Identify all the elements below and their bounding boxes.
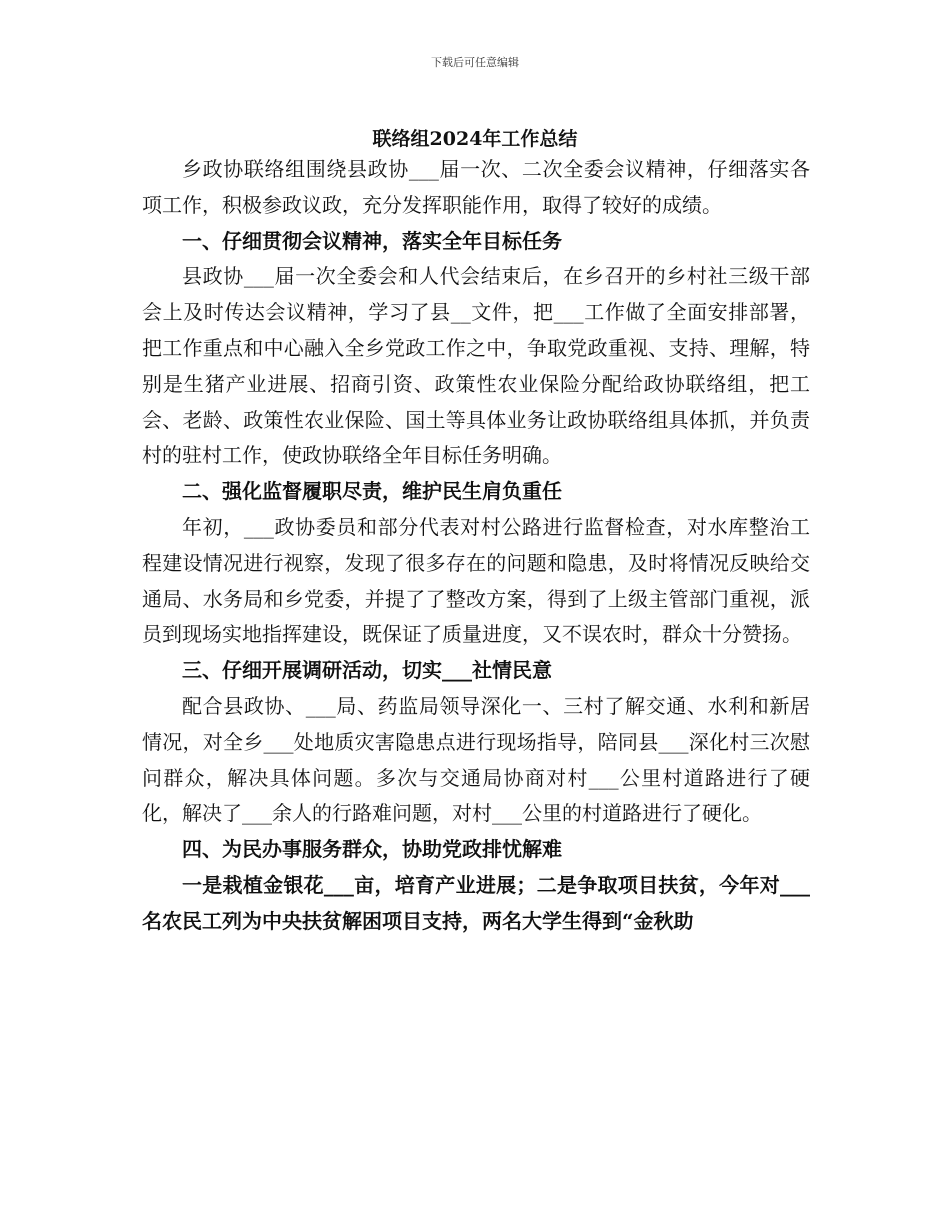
section-heading-4: 四、为民办事服务群众，协助党政排忧解难 bbox=[182, 837, 562, 862]
section-body-4: 一是栽植金银花___亩，培育产业进展；二是争取项目扶贫，今年对___名农民工列为中央扶贫解困项目支持，两名大学生得到“金秋助 bbox=[142, 872, 810, 933]
section-heading-2: 二、强化监督履职尽责，维护民生肩负重任 bbox=[182, 479, 562, 504]
header-note: 下载后可任意编辑 bbox=[431, 56, 519, 69]
section-heading-1: 一、仔细贯彻会议精神，落实全年目标任务 bbox=[182, 228, 562, 253]
section-body-3: 配合县政协、___局、药监局领导深化一、三村了解交通、水利和新居情况，对全乡___处地质灾害隐患点进行现场指导，陪同县___深化村三次慰问群众，解决具体问题。多次与交通局协商对村___公里村道路进行了硬化，解决了___余人的行路难问题，对村___公里的村道路进行了硬化。 bbox=[142, 693, 810, 826]
section-body-1: 县政协___届一次全委会和人代会结束后，在乡召开的乡村社三级干部会上及时传达会议精神，学习了县__文件，把___工作做了全面安排部署，把工作重点和中心融入全乡党政工作之中，争取党政重视、支持、理解，特别是生猪产业进展、招商引资、政策性农业保险分配给政协联络组，把工会、老龄、政策性农业保险、国土等具体业务让政协联络组具体抓，并负责村的驻村工作，使政协联络全年目标任务明确。 bbox=[142, 264, 810, 468]
intro-paragraph: 乡政协联络组围绕县政协___届一次、二次全委会议精神，仔细落实各项工作，积极参政议政，充分发挥职能作用，取得了较好的成绩。 bbox=[142, 157, 810, 217]
document-body bbox=[142, 152, 810, 940]
section-body-2: 年初，___政协委员和部分代表对村公路进行监督检查，对水库整治工程建设情况进行视察，发现了很多存在的问题和隐患，及时将情况反映给交通局、水务局和乡党委，并提了了整改方案，得到了上级主管部门重视，派员到现场实地指挥建设，既保证了质量进度，又不误农时，群众十分赞扬。 bbox=[142, 514, 810, 647]
section-heading-3: 三、仔细开展调研活动，切实___社情民意 bbox=[182, 658, 552, 683]
document-title: 联络组2024年工作总结 bbox=[372, 128, 578, 150]
